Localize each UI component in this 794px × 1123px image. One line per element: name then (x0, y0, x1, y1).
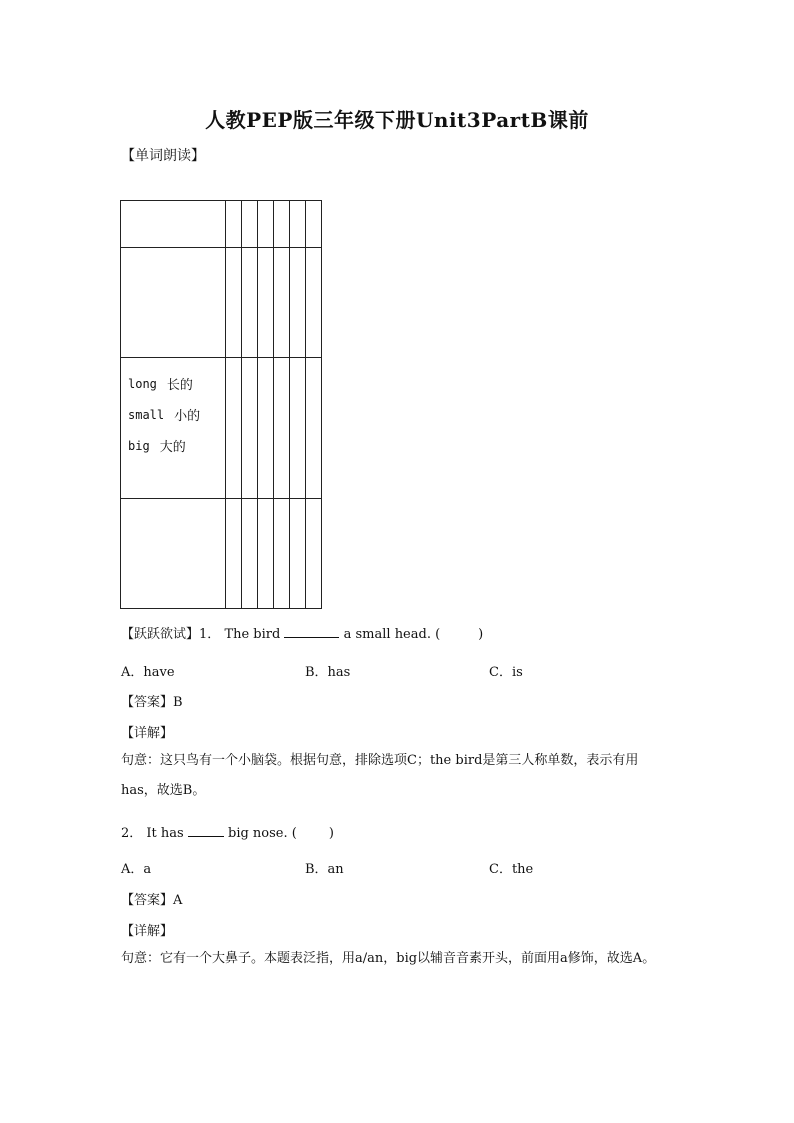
close-paren: ) (478, 627, 484, 642)
question-2 (121, 822, 334, 841)
table-row (121, 499, 322, 609)
explain-label: 【详解】 (121, 924, 174, 939)
answer-line: 【答案】A (121, 893, 183, 908)
vocab-heading: 【单词朗读】 (121, 148, 205, 164)
word-list-cell (121, 358, 226, 499)
word-chinese: 大的 (159, 440, 186, 455)
table-row (121, 201, 322, 248)
question-text-before: The bird (224, 627, 281, 642)
word-english: long (128, 376, 157, 391)
explanation-text: 句意：它有一个大鼻子。本题表泛指，用a/an，big以辅音音素开头，前面用a修饰，故选A。 (121, 951, 656, 966)
option-a: A．a (121, 862, 152, 877)
page-title: 人教PEP版三年级下册Unit3PartB课前 (205, 108, 589, 132)
question-number: 1． (199, 627, 221, 642)
table-row (121, 358, 322, 499)
table-row (121, 248, 322, 358)
word-english: big (128, 438, 150, 453)
word-chinese: 长的 (166, 378, 193, 393)
question-number: 2． (121, 826, 143, 841)
word-line (121, 368, 225, 399)
vocab-table (120, 200, 322, 609)
word-line (121, 430, 225, 461)
practice-heading: 【跃跃欲试】 (121, 627, 200, 642)
question-1 (121, 623, 483, 642)
word-english: small (128, 407, 165, 422)
option-c: C．is (489, 665, 523, 680)
question-text-before: It has (146, 826, 184, 841)
question-text-after: big nose. ( (228, 826, 297, 841)
close-paren: ) (328, 826, 334, 841)
explain-label: 【详解】 (121, 726, 174, 741)
option-b: B．an (305, 862, 344, 877)
option-a: A．have (121, 665, 175, 680)
word-chinese: 小的 (174, 409, 201, 424)
option-b: B．has (305, 665, 351, 680)
question-text-after: a small head. ( (343, 627, 441, 642)
answer-line: 【答案】B (121, 695, 183, 710)
answer-blank[interactable] (284, 625, 339, 638)
answer-blank[interactable] (188, 824, 224, 837)
explanation-text: 句意：这只鸟有一个小脑袋。根据句意，排除选项C；the bird是第三人称单数，表示有用has，故选B。 (121, 753, 639, 798)
option-c: C．the (489, 862, 534, 877)
word-line (121, 399, 225, 430)
